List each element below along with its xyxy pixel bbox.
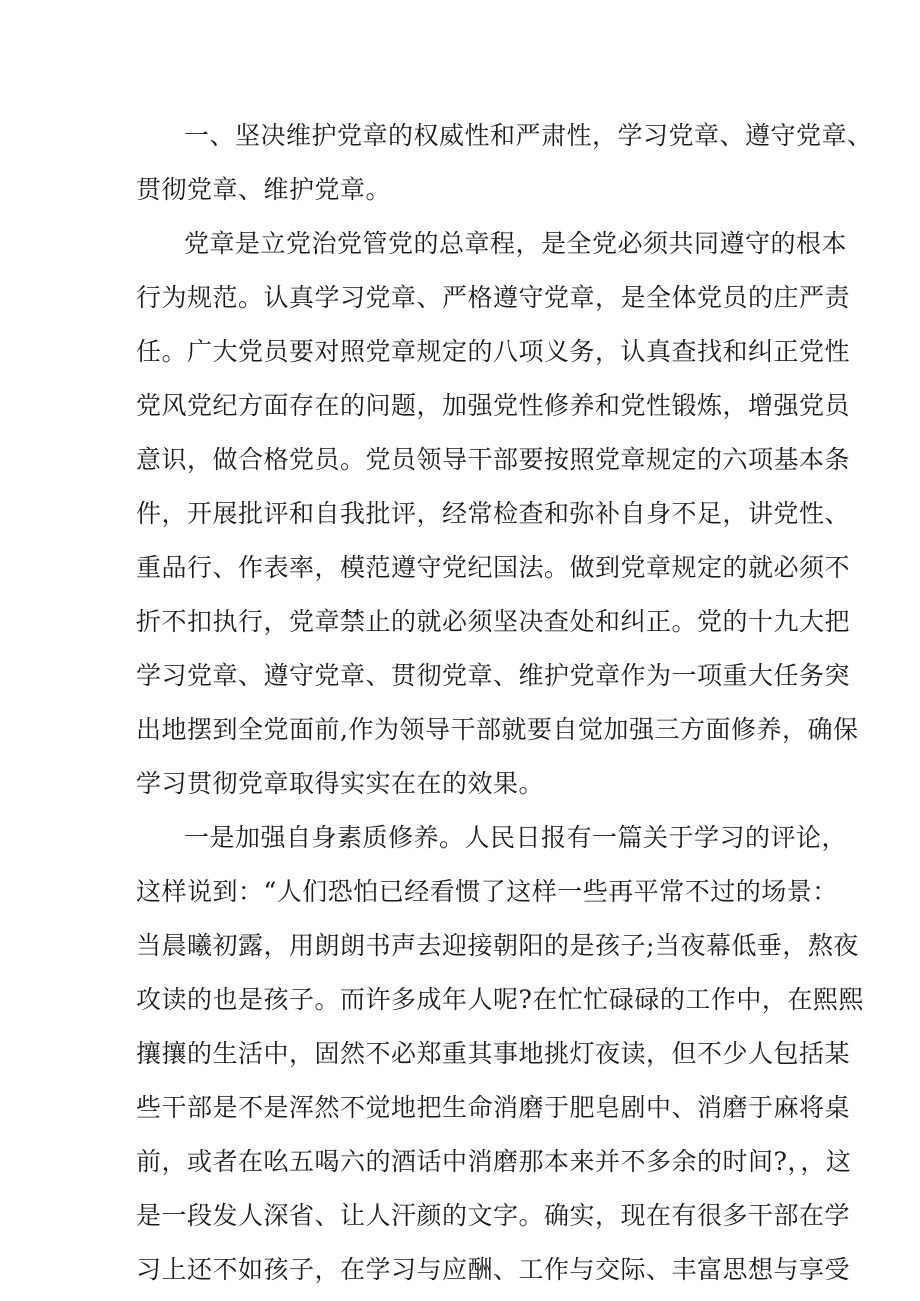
paragraph-2-line-8: 是一段发人深省、让人汗颜的文字。确实，现在有很多干部在学	[136, 1201, 851, 1230]
paragraph-1-line-3: 任。广大党员要对照党章规定的八项义务，认真查找和纠正党性	[136, 337, 851, 366]
paragraph-2-line-3: 当晨曦初露，用朗朗书声去迎接朝阳的是孩子;当夜幕低垂，熬夜	[136, 931, 859, 960]
paragraph-2-line-7: 前，或者在吆五喝六的酒话中消磨那本来并不多余的时间?，，这	[136, 1147, 852, 1176]
paragraph-1-line-7: 重品行、作表率，模范遵守党纪国法。做到党章规定的就必须不	[136, 553, 851, 582]
paragraph-2-line-2: 这样说到：“人们恐怕已经看惯了这样一些再平常不过的场景：	[136, 877, 838, 906]
paragraph-1-line-5: 意识，做合格党员。党员领导干部要按照党章规定的六项基本条	[136, 445, 851, 474]
paragraph-1-line-8: 折不扣执行，党章禁止的就必须坚决查处和纠正。党的十九大把	[136, 607, 851, 636]
paragraph-1-line-10: 出地摆到全党面前,作为领导干部就要自觉加强三方面修养，确保	[136, 715, 859, 744]
paragraph-1-line-2: 行为规范。认真学习党章、严格遵守党章，是全体党员的庄严责	[136, 283, 851, 312]
paragraph-1-line-9: 学习党章、遵守党章、贯彻党章、维护党章作为一项重大任务突	[136, 661, 851, 690]
paragraph-2-line-4: 攻读的也是孩子。而许多成年人呢?在忙忙碌碌的工作中，在熙熙	[136, 985, 864, 1014]
paragraph-2-line-1: 一是加强自身素质修养。人民日报有一篇关于学习的评论，	[184, 823, 848, 852]
paragraph-1-line-1: 党章是立党治党管党的总章程，是全党必须共同遵守的根本	[184, 229, 848, 258]
paragraph-1-line-4: 党风党纪方面存在的问题，加强党性修养和党性锻炼，增强党员	[136, 391, 851, 420]
paragraph-1-line-6: 件，开展批评和自我批评，经常检查和弥补自身不足，讲党性、	[136, 499, 851, 528]
section-heading-line-2: 贯彻党章、维护党章。	[136, 175, 392, 204]
section-heading-line-1: 一、坚决维护党章的权威性和严肃性，学习党章、遵守党章、	[184, 121, 873, 150]
document-body	[136, 109, 873, 1297]
paragraph-2-line-6: 些干部是不是浑然不觉地把生命消磨于肥皂剧中、消磨于麻将桌	[136, 1093, 851, 1122]
paragraph-2-line-9: 习上还不如孩子，在学习与应酬、工作与交际、丰富思想与享受	[136, 1255, 851, 1284]
paragraph-1-line-11: 学习贯彻党章取得实实在在的效果。	[136, 769, 545, 798]
paragraph-2-line-5: 攘攘的生活中，固然不必郑重其事地挑灯夜读，但不少人包括某	[136, 1039, 851, 1068]
